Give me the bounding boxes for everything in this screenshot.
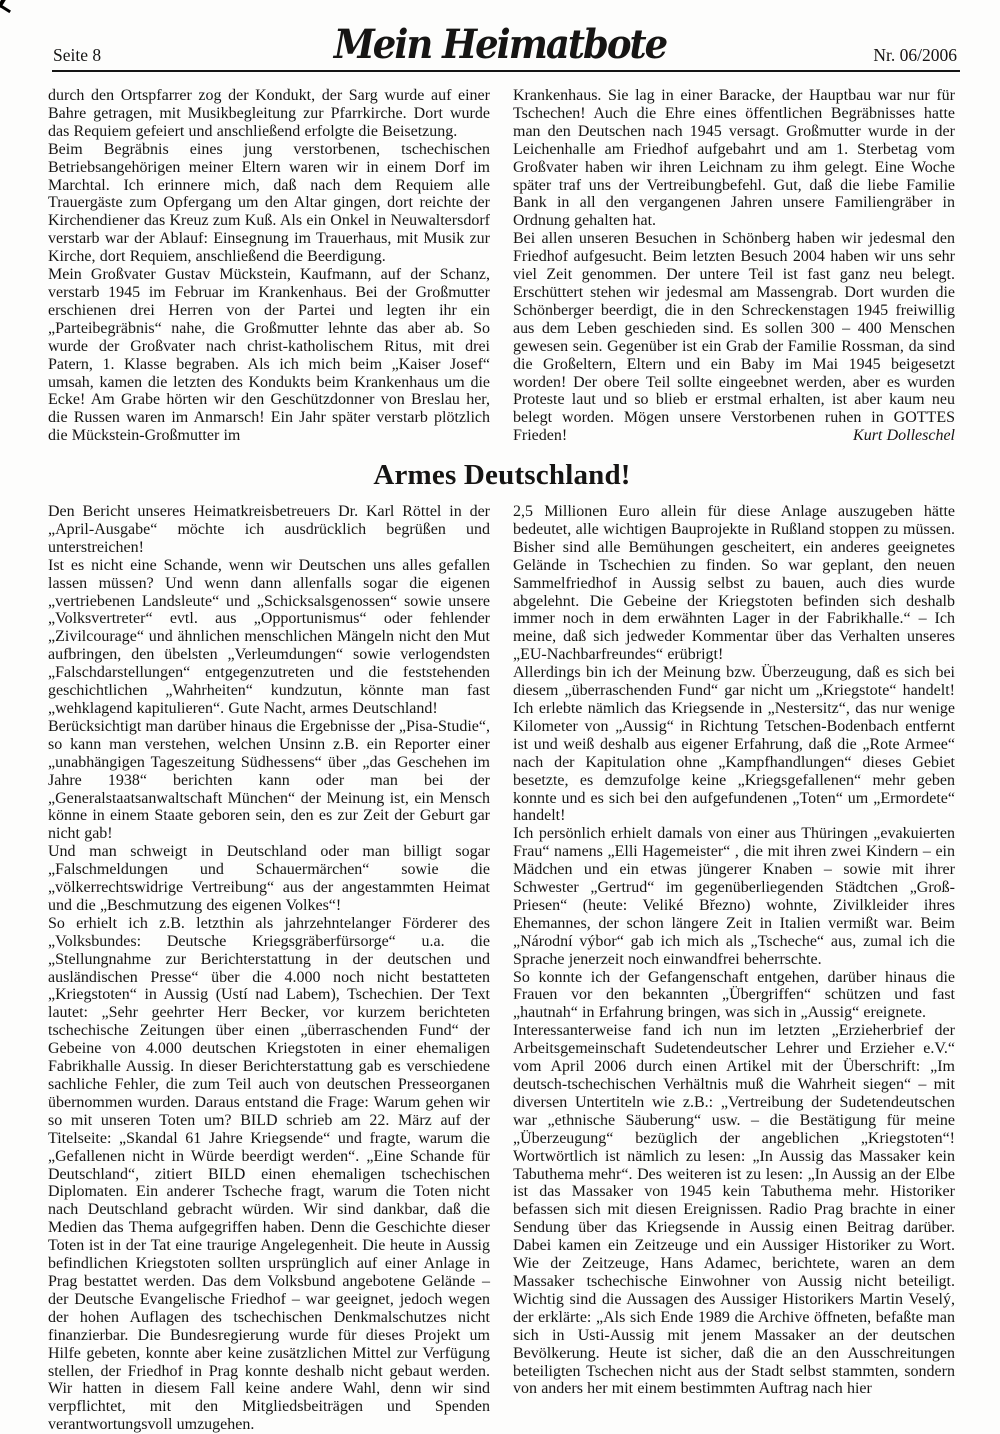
paragraph: Und man schweigt in Deutschland oder man billigt sogar „Falschmeldungen und Schauermärchen“ sowie die „völkerrechtswidrige Vertreibung“ aus der angestammten Heimat und die „Beschmutzung des eigenen Volkes“! [48, 843, 490, 914]
paragraph: Den Bericht unseres Heimatkreisbetreuers Dr. Karl Röttel in der „April-Ausgabe“ möchte ich ausdrücklich begrüßen und unterstreichen! [48, 503, 490, 556]
page-number-label: Seite 8 [53, 45, 102, 65]
paragraph: Allerdings bin ich der Meinung bzw. Überzeugung, daß es sich bei diesem „überraschenden Fund“ gar nicht um „Kriegstote“ handelt! Ich erlebte nämlich das Kriegsende in „Nestersitz“, das nur wenige Kilometer von „Aussig“ in Richtung Tetschen-Bodenbach entfernt ist und weiß deshalb aus eigener Erfahrung, daß die „Rote Armee“ nach der Kapitulation ohne „Kampfhandlungen“ dieses Gebiet besetzte, es demzufolge keine „Kriegsgefallenen“ mehr geben konnte und es sich bei den aufgefundenen „Toten“ um „Ermordete“ handelt! [513, 664, 955, 825]
article-1-right-paragraphs [513, 87, 955, 230]
paragraph: Krankenhaus. Sie lag in einer Baracke, der Hauptbau war nur für Tschechen! Auch die Ehre eines öffentlichen Begräbnisses hatte man den Deutschen nach 1945 versagt. Großmutter wurde in der Leichenhalle am Friedhof aufgebahrt und am 1. Sterbetag vom Großvater haben wir ihren Leichnam zu ihm gelegt. Eine Woche später traf uns der Vertreibungbefehl. Gut, daß die liebe Familie Bank in all den vergangenen Jahren unsere Familiengräber in Ordnung gehalten hat. [513, 87, 955, 230]
article-2-left-column [48, 503, 490, 1434]
paragraph: 2,5 Millionen Euro allein für diese Anlage auszugeben hätte bedeutet, alle wichtigen Bauprojekte in Rußland stoppen zu müssen. Bisher sind alle Bemühungen gescheitert, ein anderes geeignetes Gelände in Tschechien zu finden. So war geplant, den neuen Sammelfriedhof in Aussig selbst zu bauen, auch dies wurde abgelehnt. Die Gebeine der Kriegstoten befinden sich deshalb immer noch in dem erwähnten Lager in der Fabrikhalle.“ – Ich meine, daß sich jedweder Kommentar über das Verhalten unseres „EU-Nachbarfreundes“ erübrigt! [513, 503, 955, 664]
article-1-left-column [48, 87, 490, 445]
paragraph: Berücksichtigt man darüber hinaus die Ergebnisse der „Pisa-Studie“, so kann man verstehen, welchen Unsinn z.B. ein Reporter einer „unabhängigen Tageszeitung Südhessens“ über „das Geschehen im Jahre 1938“ berichten kann oder man bei der „Generalstaatsanwaltschaft München“ der Meinung ist, ein Mensch könne in einem Staate geboren sein, den es zur Zeit der Geburt gar nicht gab! [48, 717, 490, 843]
paragraph: Interessanterweise fand ich nun im letzten „Erzieherbrief der Arbeitsgemeinschaft Sudetendeutscher Lehrer und Erzieher e.V.“ vom April 2006 durch einen Artikel mit der Überschrift: „Im deutsch-tschechischen Verhältnis muß die Wahrheit siegen“ – mit diversen Untertiteln wie z.B.: „Vertreibung der Sudetendeutschen war „ethnische Säuberung“ usw. – die Bestätigung für meine „Überzeugung“ bezüglich der angeblichen „Kriegstoten“! Wortwörtlich ist nämlich zu lesen: „In Aussig das Massaker kein Tabuthema mehr“. Des weiteren ist zu lesen: „In Aussig an der Elbe ist das Massaker von 1945 kein Tabuthema mehr. Historiker befassen sich mit diesen Ereignissen. Radio Prag brachte in einer Sendung über das Kriegsende in Aussig einen Beitrag darüber. Dabei kamen ein Zeitzeuge und ein Aussiger Historiker zu Wort. Wie der Zeitzeuge, Hans Adamec, berichtete, waren an dem Massaker tschechische Einwohner von Aussig nicht beteiligt. Wichtig sind die Aussagen des Aussiger Historikers Martin Veselý, der erklärte: „Als sich Ende 1989 die Archive öffneten, befaßte man sich in Usti-Aussig mit jenem Massaker an der deutschen Bevölkerung. Heute ist sicher, daß die an den Ausschreitungen beteiligten Tschechen nicht aus der Stadt selbst stammten, sondern von anders her mit einem bestimmten Auftrag nach hier [513, 1022, 955, 1398]
paragraph: Mein Großvater Gustav Mückstein, Kaufmann, auf der Schanz, verstarb 1945 im Februar im Krankenhaus. Bei der Großmutter erschienen drei Herren von der Partei und legten ihr ein „Parteibegräbnis“ nahe, die Großmutter lehnte das aber ab. So wurde der Großvater nach christ-katholischem Ritus, mit drei Patern, 1. Klasse begraben. Als ich mich beim „Kaiser Josef“ umsah, kamen die letzten des Kondukts beim Krankenhaus um die Ecke! Am Grabe hörten wir den Geschützdonner von Breslau her, die Russen waren im Anmarsch! Ein Jahr später verstarb plötzlich die Mückstein-Großmutter im [48, 266, 490, 445]
issue-number-label: Nr. 06/2006 [873, 45, 957, 65]
masthead-title: Mein Heimatbote [333, 20, 667, 68]
paragraph: Ich persönlich erhielt damals von einer aus Thüringen „evakuierten Frau“ namens „Elli Hagemeister“ , die mit ihren zwei Kindern – ein Mädchen und ein etwas jüngerer Knaben – sowie mit ihrer Schwester „Gertrud“ im gegenüberliegenden Städtchen „Groß-Priesen“ (heute: Veliké Březno) wohnte, Zivilkleider ihres Ehemannes, der schon längere Zeit in Italien vermißt war. Beim „Národní výbor“ gab ich mich als „Tscheche“ aus, zumal ich die Sprache jenerzeit noch einwandfrei beherrschte. [513, 825, 955, 968]
header-divider-rule [52, 70, 960, 72]
paragraph: So erhielt ich z.B. letzthin als jahrzehntelanger Förderer des „Volksbundes: Deutsche Kriegsgräberfürsorge“ u.a. die „Stellungnahme zur Berichterstattung in der deutschen und ausländischen Presse“ über die 4.000 noch nicht bestatteten „Kriegstoten“ in Aussig (Ustí nad Labem), Tschechien. Der Text lautet: „Sehr geehrter Herr Becker, vor kurzem berichteten tschechische Zeitungen über einen „überraschenden Fund“ der Gebeine von 4.000 deutschen Kriegstoten in einer ehemaligen Fabrikhalle Aussig. In dieser Berichterstattung gab es verschiedene sachliche Fehler, die zum Teil auch von deutschen Presseorganen übernommen wurden. Daraus entstand die Frage: Warum gehen wir so mit unseren Toten um? BILD schrieb am 22. März auf der Titelseite: „Skandal 61 Jahre Kriegsende“ und fragte, warum die „Gefallenen nicht in Würde beerdigt werden“. „Eine Schande für Deutschland“, zitiert BILD einen ehemaligen tschechischen Diplomaten. Ein anderer Tscheche fragt, warum die Toten nicht nach Deutschland gebracht würden. Wir sind dankbar, daß die Medien das Thema aufgegriffen haben. Denn die Geschichte dieser Toten ist in der Tat eine traurige Angelegenheit. Die heute in Aussig befindlichen Kriegstoten sollten ursprünglich auf einer Anlage in Prag bestattet werden. Das dem Volksbund angebotene Gelände – der Deutsche Evangelische Friedhof – war geeignet, jedoch wegen der hohen Auflagen des tschechischen Denkmalschutzes nicht finanzierbar. Die Bundesregierung wurde für dieses Projekt um Hilfe gebeten, konnte aber keine zusätzlichen Mittel zur Verfügung stellen, der Friedhof in Prag konnte deshalb nicht gebaut werden. Wir hatten in diesem Fall keine andere Wahl, denn wir sind verpflichtet, mit den Mitgliedsbeiträgen und Spenden verantwortungsvoll umzugehen. [48, 914, 490, 1434]
paragraph: So konnte ich der Gefangenschaft entgehen, darüber hinaus die Frauen vor den bekannten „Übergriffen“ schützen und fast „hautnah“ in Erfahrung bringen, was sich in „Aussig“ ereignete. [513, 968, 955, 1022]
closing-paragraph [513, 230, 955, 445]
article-2-right-column [513, 503, 955, 1434]
article-1 [48, 87, 956, 445]
paragraph: Ist es nicht eine Schande, wenn wir Deutschen uns alles gefallen lassen müssen? Und wenn dann allenfalls sogar die eigenen „vertriebenen Landsleute“ und „Schicksalsgenossen“ sowie unsere „Volksvertreter“ evtl. aus „Opportunismus“ oder fehlender „Zivilcourage“ und ähnlichen menschlichen Mängeln nicht den Mut aufbringen, den übelsten „Verleumdungen“ sowie verlogendsten „Falschdarstellungen“ entgegenzutreten und die feststehenden geschichtlichen „Wahrheiten“ kundzutun, könnte man fast „wehklagend kapitulieren“. Gute Nacht, armes Deutschland! [48, 556, 490, 717]
page-header [0, 0, 1000, 72]
paragraph: Beim Begräbnis eines jung verstorbenen, tschechischen Betriebsangehörigen meiner Eltern waren wir in einem Dorf im Marchtal. Ich erinnere mich, daß nach dem Requiem alle Trauergäste zum Opfergang um den Altar gingen, dort reichte der Kirchendiener das Kreuz zum Kuß. Als ein Onkel in Neuwaltersdorf verstarb war der Ablauf: Einsegnung im Trauerhaus, mit Musik zur Kirche, dort Requiem, anschließend die Beerdigung. [48, 140, 490, 266]
paragraph: durch den Ortspfarrer zog der Kondukt, der Sarg wurde auf einer Bahre getragen, mit Musikbegleitung zur Pfarrkirche. Dort wurde das Requiem gefeiert und anschließend erfolgte die Beisetzung. [48, 87, 490, 140]
article-2 [48, 503, 956, 1434]
page-content [0, 72, 1000, 1434]
closing-text: Bei allen unseren Besuchen in Schönberg haben wir jedesmal den Friedhof aufgesucht. Beim letzten Besuch 2004 haben wir uns sehr viel Zeit genommen. Der untere Teil ist fast ganz neu belegt. Erschüttert stehen wir jedesmal am Massengrab. Dort wurden die Schönberger beerdigt, die in den Schreckenstagen 1945 freiwillig aus dem Leben geschieden sind. Es sollen 300 – 400 Menschen gewesen sein. Gegenüber ist ein Grab der Familie Rossman, da sind die Großeltern, Eltern und ein Baby im Mai 1945 beigesetzt worden! Der obere Teil sollte eingeebnet werden, aber es wurden Proteste laut und so blieb er erstmal erhalten, ist aber kaum neu belegt worden. Mögen unsere Verstorbenen ruhen in GOTTES Frieden! [513, 230, 955, 445]
article-2-headline: Armes Deutschland! [373, 459, 631, 492]
author-signature: Kurt Dolleschel [853, 427, 955, 445]
article-1-right-column [513, 87, 955, 445]
